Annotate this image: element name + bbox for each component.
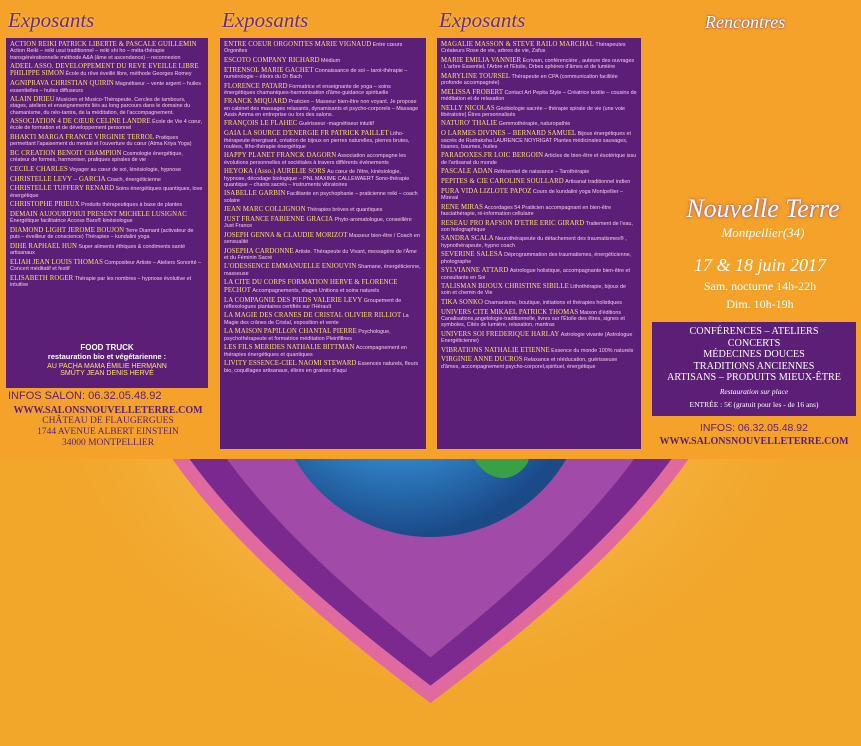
exhibitor-entry bbox=[220, 57, 426, 64]
exhibitor-name: NELLY NICOLAS bbox=[441, 104, 495, 112]
exhibitor-description: Relaxance et rééducation, guérisseuse d'âmes, accompagnement psycho-corporel,spirituel, énergétique bbox=[441, 357, 618, 370]
exhibitor-description: Astrologie vivante (Astrologue Energéticienne) bbox=[441, 331, 633, 345]
exhibitor-name: PÉPITES & CIE CAROLINE SOULLARD bbox=[441, 177, 564, 185]
exhibitor-description: Contact Art Pepita Style – Créatrice textile – cousins de méditation et de relaxation bbox=[441, 89, 637, 103]
restauration-note: Restauration sur place bbox=[719, 386, 789, 396]
venue-street: 1744 AVENUE ALBERT EINSTEIN bbox=[37, 427, 179, 437]
exhibitor-description: Traitement de l'eau, son holographique bbox=[441, 220, 633, 233]
exhibitor-description: Essence du monde 100% naturels bbox=[551, 347, 634, 354]
exhibitor-entry bbox=[437, 235, 641, 249]
exhibitor-entry bbox=[437, 283, 641, 297]
exhibitor-description: Accompagnements, stages Unitions et soins naturels bbox=[252, 287, 380, 294]
exhibitor-name: SANDRA SCALA bbox=[441, 235, 494, 243]
exhibitor-description: Essences naturels, fleurs bio, coquillages artisanaux, élixirs en graines d'aqui bbox=[224, 361, 419, 374]
exhibitor-description: Action Reiki – reiki usui traditionnel – reiki shi ho – méta-thérapie transgénérationnelle méthode A&A (âme et ascendance) – reconnexion bbox=[10, 48, 181, 61]
exhibitor-entry bbox=[220, 206, 426, 213]
exhibitor-description: Artisanat traditionnel indien bbox=[565, 178, 631, 185]
exhibitor-name: FRANÇOIS LE FLAHEC bbox=[224, 120, 298, 128]
exhibitor-name: ÉTRENSOL MARIE GACHET bbox=[224, 66, 314, 74]
exhibitor-name: TIKA SONKO bbox=[441, 298, 483, 306]
exhibitor-description: Connaissance de soi – tarot-thérapie – numérologie – élixirs du Dr Bach bbox=[224, 67, 408, 81]
exhibitor-description: La Magie des crânes de Cristal, exposition et vente bbox=[224, 313, 409, 326]
exhibitor-entry bbox=[220, 190, 426, 204]
sunday-hours: Dim. 10h-19h bbox=[726, 297, 794, 311]
exhibitor-entry bbox=[437, 299, 641, 306]
exhibitor-name: NATURO' THALIE bbox=[441, 120, 498, 128]
exhibitor-name: MAGALIE MASSON & STEVE RAILO MARCHAL bbox=[441, 41, 594, 48]
exhibitor-description: Thérapies brèves et quantiques bbox=[306, 207, 383, 213]
exhibitor-name: L'ODESSENCE EMMANUELLE ENJOUVIN bbox=[224, 263, 357, 271]
exhibitor-description: Écrivain, conférencière , auteure des ouvrages : L'arbre Essentiel, l'Arbre et l'Etoile, Orbes sphères d'âmes et de lumière bbox=[441, 57, 635, 71]
exhibitor-name: ACTION REIKI PATRICK LIBERTE & PASCALE GUILLEMIN bbox=[10, 41, 197, 48]
exhibitor-name: ÉLISABETH ROGER bbox=[10, 274, 74, 282]
exhibitor-description: Chamanisme, boutique, initiations et thérapies holistiques bbox=[484, 299, 622, 306]
exhibitor-description: Entre cœurs Orgonites bbox=[224, 42, 403, 55]
exhibitor-entry bbox=[220, 263, 426, 277]
exhibitor-description: Groupement de réflexologues plantaires certifiés sur l'Hérault bbox=[224, 297, 402, 310]
exhibitor-description: Psychologue, psychothérapeute et formatrice méditation Pleinfillnes bbox=[224, 329, 391, 342]
exhibitor-entry bbox=[220, 279, 426, 294]
saturday-hours: Sam. nocturne 14h-22h bbox=[703, 279, 817, 293]
exhibitor-entry bbox=[220, 344, 426, 358]
exhibitor-description: Énergétique facilitatrice Access Bars® kinésiologue bbox=[10, 218, 133, 225]
exhibitor-entry bbox=[6, 134, 208, 148]
exhibitor-entry bbox=[220, 328, 426, 342]
exhibitor-entry bbox=[220, 83, 426, 97]
website-link-right[interactable]: WWW.SALONSNOUVELLETERRE.COM bbox=[659, 436, 849, 447]
exhibitor-name: SYLVIANNE ATTARD bbox=[441, 267, 509, 275]
exhibitor-name: ALAIN DRIEU bbox=[10, 96, 55, 104]
food-truck-title: FOOD TRUCK bbox=[80, 343, 134, 352]
exhibitor-entry bbox=[437, 168, 641, 175]
exhibitor-entry bbox=[6, 41, 208, 61]
exhibitor-description: Thérapeute en CPA (communication facilitée profonde accompagnée) bbox=[441, 73, 618, 87]
program-item: ARTISANS – PRODUITS MIEUX-ÊTRE bbox=[667, 372, 841, 383]
exhibitor-name: JOSEPHA CARDONNE bbox=[224, 247, 294, 255]
exhibitor-name: UNIVERS SOI FRÉDÉRIQUE HARLAY bbox=[441, 330, 560, 338]
exhibitor-list-3 bbox=[437, 41, 641, 372]
exhibitor-name: LIVITY ESSENCE-CIEL NAOMI STEWARD bbox=[224, 360, 357, 368]
food-truck-vendor: SMÜTY JEAN DENIS HERVÉ bbox=[60, 370, 154, 377]
exhibitor-name: CHRISTOPHE PRIEUX bbox=[10, 201, 80, 209]
exhibitor-entry bbox=[6, 227, 208, 241]
exhibitor-name: SÉVERINE SALÉSA bbox=[441, 251, 503, 259]
exhibitor-description: Bijoux énergétiques et sacrés de Rudraksha LAURENCE NOYRIGAT Plantes médicinales sauvages, tisanes, baumes, huiles bbox=[441, 131, 631, 150]
exhibitor-description: Soins énergétiques quantiques, love énergétique bbox=[10, 186, 203, 199]
exhibitor-description: Praticien – Masseur bien-être non voyant. Je propose en cabinet des massages relaxants, dynamisants et psycho-corporels – Massage Assis Amma en entreprise ou lors des salons. bbox=[224, 99, 419, 118]
exhibitor-entry bbox=[437, 178, 641, 185]
exposants-heading-1: Exposants bbox=[8, 8, 95, 32]
exhibitor-name: AGNIPRAVA CHRISTIAN QUIRIN bbox=[10, 80, 114, 88]
exhibitor-entry bbox=[220, 152, 426, 166]
event-location: Montpellier(34) bbox=[721, 225, 805, 240]
food-truck-box bbox=[6, 340, 208, 388]
exhibitor-name: CÉCILE CHARLES bbox=[10, 165, 68, 173]
exhibitor-name: PURA VIDA LIZLOTE PAPOZ bbox=[441, 187, 532, 195]
exhibitor-name: ESCOTO COMPANY RICHARD bbox=[224, 56, 320, 64]
exhibitor-name: FLORENCE PATARD bbox=[224, 82, 288, 90]
exhibitor-entry bbox=[437, 152, 641, 166]
exhibitor-name: VIBRATIONS NATHALIE ÉTIENNE bbox=[441, 346, 550, 354]
exhibitor-description: Maison d'éditions Canalisations,angelologie-traditionnelle, livres sur l'Étoile des êtres, signes et symboles, Cités de lumière, relaxation, mantras bbox=[441, 309, 625, 329]
exhibitor-name: MARYLINE TOURSEL bbox=[441, 72, 511, 80]
info-phone-right: INFOS: 06.32.05.48.92 bbox=[700, 422, 808, 434]
exhibitor-name: GAÏA LA SOURCE D'ÉNERGIE FR PATRICK PAILLET bbox=[224, 130, 389, 138]
exhibitor-entry bbox=[437, 130, 641, 150]
exhibitor-name: TALISMAN BIJOUX CHRISTINE SIBILLE bbox=[441, 283, 569, 291]
exhibitor-entry bbox=[220, 67, 426, 81]
exhibitor-entry bbox=[437, 267, 641, 281]
exhibitor-name: ASSOCIATION 4 DE CŒUR CÉLINE LANDRE bbox=[10, 118, 151, 126]
exhibitor-description: Articles de bien-être et ésotérique issu de l'artisanat du monde bbox=[441, 153, 637, 166]
exhibitor-description: Magnétiseur – vente argent – huiles essentielles – huiles diffuseurs bbox=[10, 81, 202, 94]
exhibitor-description: Musicien et Musico-Thérapeute. Cercles de tambours, stages, ateliers et enseignements liés au long parcours dans le domaine du chamanisme, du néo-tantra, de la méditation, de l'accompagnement. bbox=[10, 97, 191, 116]
exhibitor-description: Gemmothérapie, naturopathie bbox=[498, 121, 571, 128]
exhibitor-entry bbox=[6, 96, 208, 116]
exhibitor-entry bbox=[220, 248, 426, 262]
website-link[interactable]: WWW.SALONSNOUVELLETERRE.COM bbox=[13, 405, 203, 416]
exhibitor-description: Facilitante en psychophanie – praticienne reiki – coach solaire bbox=[224, 191, 418, 204]
exhibitor-entry bbox=[6, 80, 208, 94]
exhibitor-description: Lithothérapie, bijoux de soin et chemin de Vie bbox=[441, 284, 627, 297]
exhibitor-name: VIRGINIE ANNE DUCROS bbox=[441, 356, 523, 364]
exhibitor-description: Compositeur Artiste – Ateliers Sonorité – Concert méditatif et festif bbox=[10, 259, 202, 273]
exhibitor-description: Cosmologie énergétique, créateur de formes, harmoniser, pratiques spirales de vie bbox=[10, 150, 183, 164]
exhibitor-name: LA CITÉ DU CORPS FORMATION HERVÉ & FLORENCE PECHOT bbox=[224, 279, 398, 294]
exposants-heading-2: Exposants bbox=[222, 8, 309, 32]
exhibitor-entry bbox=[220, 120, 426, 127]
exhibitor-entry bbox=[6, 166, 208, 173]
exhibitor-entry bbox=[437, 220, 641, 234]
program-item: CONFÉRENCES – ATELIERS bbox=[689, 326, 819, 337]
exhibitor-description: Géobiologie sacrée – thérapie spirale de vie (une voie libératoire) Êtres personnalisés bbox=[441, 105, 626, 118]
exhibitor-name: MARIE EMILIA VANNIER bbox=[441, 56, 522, 64]
exhibitor-description: Thérapeutes Créateurs Rose de vie, arbres de vie, Zafus bbox=[441, 42, 626, 55]
exhibitor-description: École du rêve éveillé libre, méthode Georges Romey bbox=[65, 71, 192, 78]
exhibitor-description: Cours de kundalini yoga Montpellier – Mireval bbox=[441, 188, 624, 202]
exhibitor-description: Produits thérapeutiques à base de plantes bbox=[81, 202, 183, 209]
exhibitor-description: Phyto-aromatologue, conseillère Just France bbox=[224, 216, 412, 230]
exhibitor-list-2 bbox=[220, 41, 426, 376]
exhibitor-name: BHAKTI MARGA FRANCE VIRGINIE TERROL bbox=[10, 133, 155, 141]
exhibitor-description: Référentiel de naissance – Tarothérapie bbox=[494, 169, 590, 176]
exhibitor-entry bbox=[220, 297, 426, 311]
venue-city: 34000 MONTPELLIER bbox=[61, 438, 155, 448]
exhibitor-entry bbox=[220, 312, 426, 326]
exhibitor-name: DEMAIN AUJOURD'HUI PRÉSENT MICHÈLE LUSIGNAC bbox=[10, 211, 187, 219]
event-dates: 17 & 18 juin 2017 bbox=[693, 255, 826, 275]
exhibitor-entry bbox=[437, 57, 641, 71]
exhibitor-name: DIAMOND LIGHT JÉRÔME BOUJON bbox=[10, 226, 125, 234]
exhibitor-entry bbox=[220, 130, 426, 150]
exhibitor-name: LA COMPAGNIE DES PIEDS VALÉRIE LÉVY bbox=[224, 296, 363, 304]
exhibitor-name: BC CRÉATION BENOÎT CHAMPION bbox=[10, 149, 122, 157]
exhibitor-description: École de Vie 4 cœur, école de formation et de développement personnel bbox=[10, 119, 203, 132]
exhibitor-name: JEAN MARC COLLIGNON bbox=[224, 206, 306, 213]
exhibitor-name: ISABELLE GARBIN bbox=[224, 190, 286, 198]
exhibitor-entry bbox=[6, 275, 208, 289]
event-title: Nouvelle Terre bbox=[686, 194, 840, 223]
rencontres-title: Rencontres bbox=[705, 12, 786, 32]
exhibitor-name: LA MAGIE DES CRÂNES DE CRISTAL OLIVIER RILLIOT bbox=[224, 312, 402, 320]
exhibitor-name: LES FILS MÉRIDES NATHALIE BITTMAN bbox=[224, 344, 355, 352]
info-phone-left: INFOS SALON: 06.32.05.48.92 bbox=[8, 390, 162, 402]
exhibitor-entry bbox=[6, 150, 208, 164]
exhibitor-name: PASCALE ADAN bbox=[441, 168, 493, 176]
exhibitor-name: MÉLISSA FROBERT bbox=[441, 88, 504, 96]
exhibitor-description: Astrologue holistique, accompagnante bien-être et consultante en Soi bbox=[441, 268, 630, 281]
program-item: MÉDECINES DOUCES bbox=[703, 349, 805, 360]
exhibitor-description: Masseur bien-être / Coach en sensualité bbox=[224, 232, 420, 246]
exhibitor-name: JOSEPH GENNA & CLAUDIE MORIZOT bbox=[224, 231, 348, 239]
exhibitor-description: Artiste. Thérapeute du Vivant, messagère de l'Âme et du Féminin Sacré bbox=[224, 248, 417, 261]
exhibitor-entry bbox=[6, 211, 208, 225]
exhibitor-name: JUST FRANCE FABIENNE GRACIA bbox=[224, 215, 334, 223]
exhibitor-name: LA MAISON PAPILLON CHANTAL PIERRE bbox=[224, 328, 357, 336]
exhibitor-entry bbox=[437, 356, 641, 370]
exhibitor-name: FRANCK MIQUARD bbox=[224, 98, 288, 106]
exhibitor-description: Shamane, énergéticienne, masseuse bbox=[224, 264, 421, 277]
exhibitor-name: HEYOKA (Asso.) AURELIE SORS bbox=[224, 168, 326, 176]
exposants-heading-3: Exposants bbox=[439, 8, 526, 32]
exhibitor-description: Guérisseur -magnétiseur intuitif bbox=[298, 121, 374, 128]
exhibitor-entry bbox=[6, 243, 208, 257]
exhibitor-entry bbox=[437, 188, 641, 202]
exhibitor-entry bbox=[437, 89, 641, 103]
exhibitor-description: Accompagnement en thérapies énergétiques et quantiques bbox=[224, 345, 407, 358]
exhibitor-entry bbox=[6, 118, 208, 132]
exhibitor-name: Ô LARMES DIVINES – BERNARD SAMUEL bbox=[441, 130, 577, 138]
food-truck-subtitle: restauration bio et végétarienne : bbox=[47, 352, 167, 361]
food-truck-vendor: AU PACHA MAMA ÉMILIE HERMANN bbox=[47, 363, 167, 370]
program-item: TRADITIONS ANCIENNES bbox=[693, 360, 815, 372]
exhibitor-entry bbox=[6, 201, 208, 208]
exhibitor-entry bbox=[437, 309, 641, 329]
exhibitor-entry bbox=[437, 251, 641, 265]
exhibitor-entry bbox=[437, 331, 641, 345]
exhibitor-description: Pratiques permettant l'apaisement du mental et l'ouverture du cœur (Atma Kriya Yoga) bbox=[10, 134, 192, 148]
exhibitor-name: UNIVERS CITÉ MIKAËL PATRICK THOMAS bbox=[441, 308, 579, 316]
exhibitor-description: Terre Diamant (activateur de puis – éveilleur de conscience) Thérapies – kundalini yoga bbox=[10, 227, 194, 241]
exhibitor-description: Déprogrammation des traumatismes, énergéticienne, photographe bbox=[441, 252, 632, 265]
exhibitor-name: RENÉ MIRAS bbox=[441, 203, 483, 211]
exhibitor-entry bbox=[220, 168, 426, 188]
exhibitor-description: Au cœur de l'être, kinésiologie, hypnose, décodage biologique – PNL MAXIME CALLEWAERT Sono-thérapie quantique – chants sacrés – instruments vibratoires bbox=[224, 169, 410, 188]
exhibitor-entry bbox=[437, 73, 641, 87]
address-block bbox=[8, 405, 208, 449]
exhibitor-entry bbox=[437, 120, 641, 127]
exhibitor-entry bbox=[6, 176, 208, 183]
exhibitor-entry bbox=[6, 185, 208, 199]
exhibitor-name: CHRISTELLE TUFFERY RENARD bbox=[10, 185, 115, 193]
exhibitor-description: Formatrice et enseignante de yoga – soins énergétiques chamaniques-harmonisation d'âme-guidance spirituelle bbox=[224, 83, 391, 96]
exhibitor-description: Thérapie par les nombres – hypnose évolutive et intuitive bbox=[10, 275, 192, 288]
exhibitor-name: RÉSEAU PRO RAFSON D'ÊTRE ÉRIC GIRARD bbox=[441, 219, 585, 227]
entry-price: ENTRÉE : 5€ (gratuit pour les - de 16 ans) bbox=[689, 399, 819, 409]
exhibitor-description: Association accompagne les évolutions personnelles et sociétales à travers différents évènements bbox=[224, 153, 406, 166]
venue-name: CHÂTEAU DE FLAUGERGUES bbox=[42, 416, 174, 426]
exhibitor-entry bbox=[220, 98, 426, 118]
exhibitor-entry bbox=[437, 204, 641, 218]
exhibitor-entry bbox=[220, 360, 426, 374]
exhibitor-description: Neurothérapeute du détachement des traumatismes® , hypnothérapeute, hypno coach bbox=[441, 236, 627, 249]
exhibitor-name: ENTRE COEUR ORGONITES MARIE VIGNAUD bbox=[224, 41, 372, 48]
exhibitor-name: ÉLIAH JEAN LOUIS THOMAS bbox=[10, 258, 103, 266]
exhibitor-name: PARADOXES.FR LOÏC BERGOIN bbox=[441, 152, 544, 160]
exhibitor-entry bbox=[220, 216, 426, 230]
exhibitor-entry bbox=[437, 105, 641, 119]
exhibitor-name: HAPPY PLANET FRANCK DAGORN bbox=[224, 152, 337, 160]
exhibitor-name: CHRISTELLE LÉVY – GARCIA bbox=[10, 175, 106, 183]
program-box bbox=[652, 322, 856, 416]
exhibitor-description: Accordages 54 Pratiicien accompagnant en bien-être fasciathérapie, ré-information cellulaire bbox=[441, 204, 612, 218]
exhibitor-description: Super aliments éthiques & condiments santé artisanaux bbox=[10, 243, 186, 257]
exhibitor-description: Litho-thérapeute énergisant, création de bijoux en pierres naturelles, pierres brutes, roulées, litho-thérapie énergétique bbox=[224, 131, 410, 150]
exhibitor-name: ADEEL ASSO. DÉVELOPPEMENT DU RÊVE ÉVEILLÉ LIBRE PHILIPPE SIMON bbox=[10, 62, 199, 78]
exhibitor-description: Coach, énergéticienne bbox=[106, 176, 161, 183]
exhibitor-description: Voyager au cœur de soi, kinésiologie, hypnose bbox=[69, 166, 181, 173]
exhibitor-entry bbox=[6, 259, 208, 273]
exhibitor-entry bbox=[437, 41, 641, 55]
exhibitor-name: DIHÉ RAPHAEL HUN bbox=[10, 242, 78, 250]
exhibitor-list-1 bbox=[6, 41, 208, 290]
exhibitor-entry bbox=[220, 232, 426, 246]
exhibitor-entry bbox=[6, 63, 208, 78]
exhibitor-entry bbox=[220, 41, 426, 55]
exhibitor-entry bbox=[437, 347, 641, 354]
exhibitor-description: Médium bbox=[320, 57, 341, 64]
program-item: CONCERTS bbox=[727, 337, 781, 349]
